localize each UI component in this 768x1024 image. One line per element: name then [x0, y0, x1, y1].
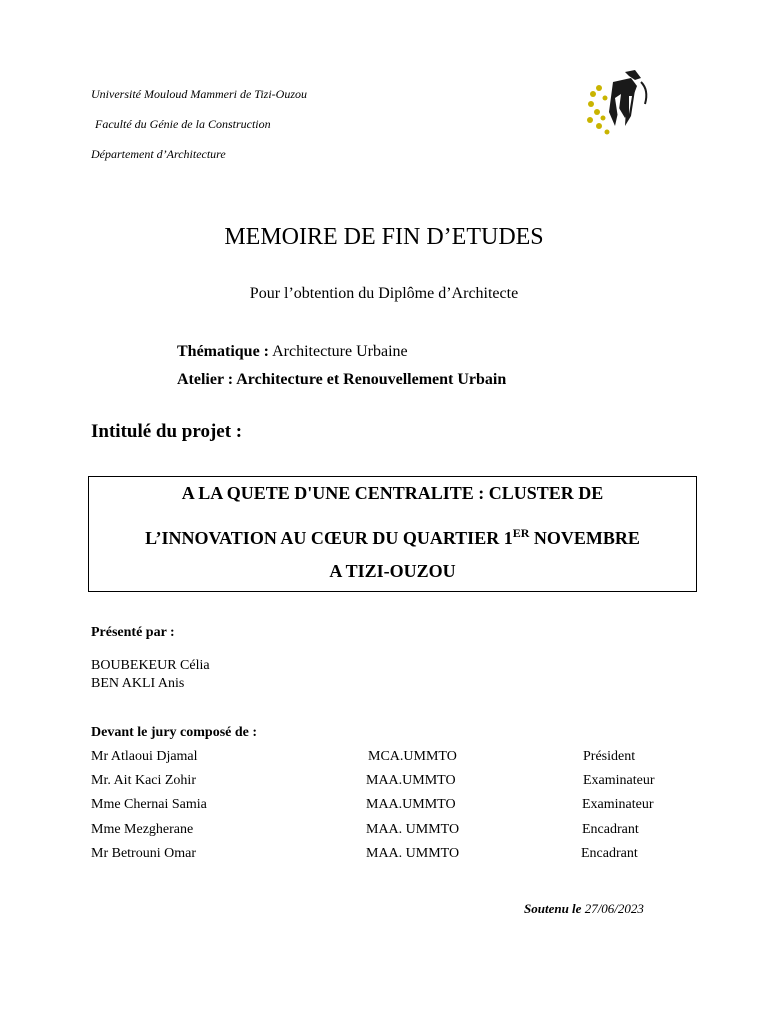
jury-member-grade: MAA. UMMTO: [366, 846, 460, 861]
atelier-line: [177, 371, 506, 389]
jury-member-name: Mr Atlaoui Djamal: [91, 749, 198, 764]
jury-member-grade: MAA. UMMTO: [366, 822, 460, 837]
document-subtitle: Pour l’obtention du Diplôme d’Architecte: [249, 285, 519, 302]
jury-member-role: Président: [583, 749, 636, 764]
jury-row: [0, 749, 768, 767]
atelier-label: Atelier :: [177, 371, 234, 388]
project-title-superscript: ER: [512, 526, 530, 540]
jury-member-role: Examinateur: [582, 797, 654, 812]
university-name: Université Mouloud Mammeri de Tizi-Ouzou: [91, 87, 307, 101]
thematique-line: [177, 343, 408, 361]
jury-member-name: Mr Betrouni Omar: [91, 846, 196, 861]
document-title: MEMOIRE DE FIN D’ETUDES: [224, 224, 544, 250]
project-title-line2: [89, 526, 696, 549]
jury-member-grade: MCA.UMMTO: [368, 749, 457, 764]
jury-member-role: Encadrant: [581, 846, 638, 861]
defense-date: [524, 901, 644, 917]
defense-date-label: Soutenu le: [524, 901, 582, 916]
jury-row: [0, 797, 768, 815]
jury-member-grade: MAA.UMMTO: [366, 797, 456, 812]
student-name: BEN AKLI Anis: [91, 676, 185, 691]
jury-member-role: Encadrant: [582, 822, 639, 837]
jury-row: [0, 773, 768, 791]
intitule-label: Intitulé du projet :: [91, 421, 243, 442]
student-name: BOUBEKEUR Célia: [91, 658, 210, 673]
jury-member-name: Mme Chernai Samia: [91, 797, 207, 812]
university-logo-icon: [585, 68, 655, 142]
jury-row: [0, 822, 768, 840]
project-title-box: [88, 476, 697, 592]
jury-label: Devant le jury composé de :: [91, 725, 258, 740]
thematique-value: Architecture Urbaine: [272, 343, 408, 360]
presented-by-label: Présenté par :: [91, 625, 175, 640]
jury-member-name: Mr. Ait Kaci Zohir: [91, 773, 196, 788]
project-title-line2-part2: NOVEMBRE: [529, 528, 640, 548]
atelier-value: Architecture et Renouvellement Urbain: [236, 371, 507, 388]
project-title-line1: A LA QUETE D'UNE CENTRALITE : CLUSTER DE: [181, 483, 604, 503]
defense-date-value: 27/06/2023: [584, 901, 644, 916]
faculty-name: Faculté du Génie de la Construction: [95, 117, 271, 131]
department-name: Département d’Architecture: [91, 147, 226, 161]
jury-member-name: Mme Mezgherane: [91, 822, 194, 837]
project-title-line2-part1: L’INNOVATION AU CŒUR DU QUARTIER 1: [145, 528, 513, 548]
project-title-line3: A TIZI-OUZOU: [329, 561, 456, 581]
jury-member-grade: MAA.UMMTO: [366, 773, 456, 788]
jury-row: [0, 846, 768, 864]
thematique-label: Thématique :: [177, 343, 269, 360]
jury-member-role: Examinateur: [583, 773, 655, 788]
